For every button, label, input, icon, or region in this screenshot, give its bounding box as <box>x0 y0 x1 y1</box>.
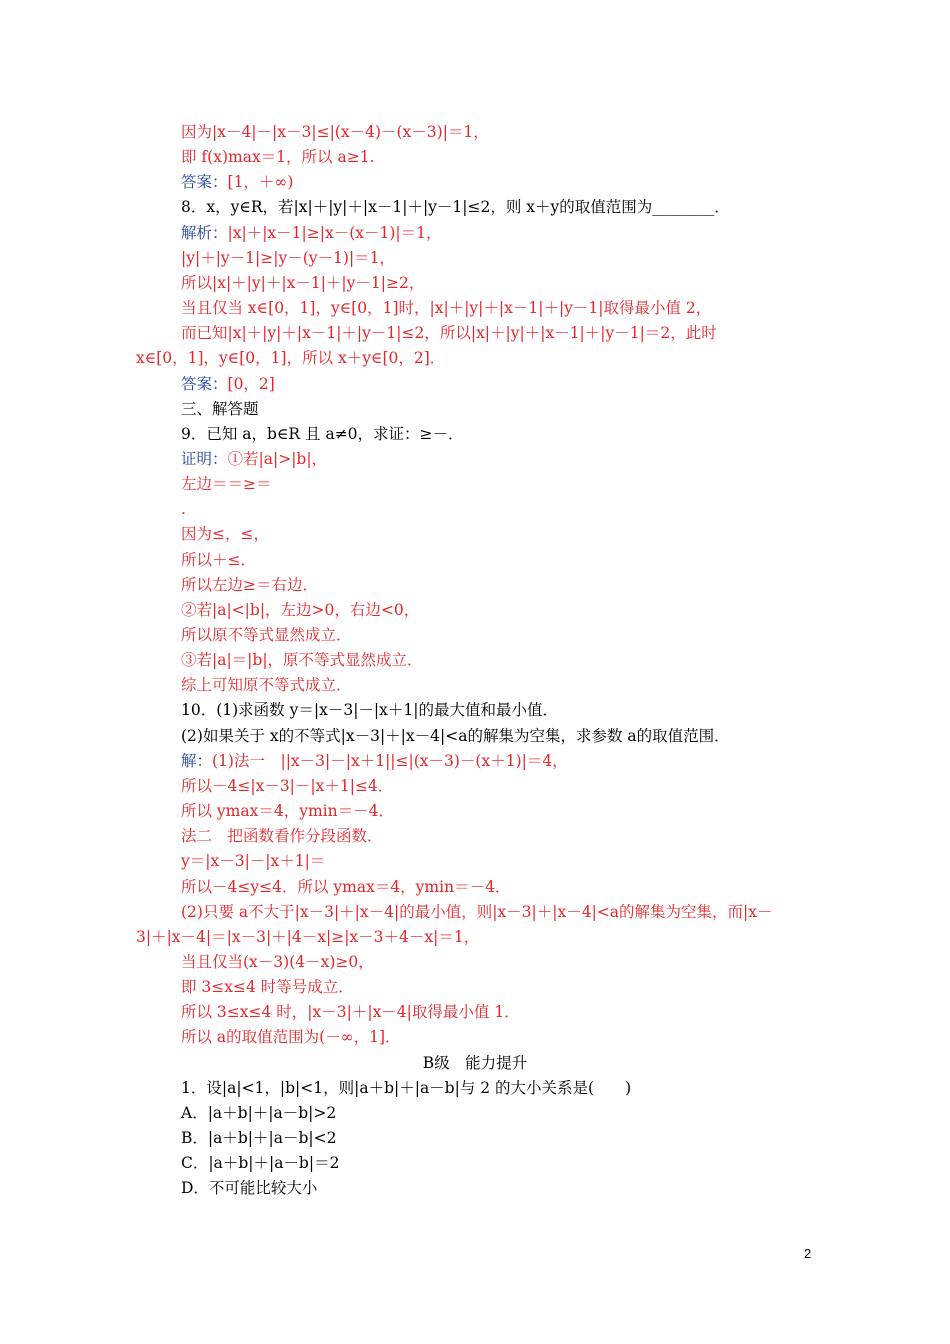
line-text: ③若|a|＝|b|，原不等式显然成立． <box>181 651 423 670</box>
text-line <box>181 397 259 421</box>
line-label: 答案： <box>181 374 228 393</box>
text-line <box>181 1000 520 1024</box>
text-line <box>136 925 479 949</box>
line-text: 所以－4≤|x－3|－|x＋1|≤4． <box>181 776 394 795</box>
line-text: 因为|x－4|－|x－3|≤|(x－4)－(x－3)|＝1， <box>181 123 489 141</box>
text-line <box>181 170 293 194</box>
line-text: 所以|x|＋|y|＋|x－1|＋|y－1|≥2， <box>181 273 425 292</box>
text-line <box>181 221 441 245</box>
line-label: 答案： <box>181 173 228 192</box>
line-text: (2)只要 a不大于|x－3|＋|x－4|的最小值，则|x－3|＋|x－4|<a的解集为空集，而|x－ <box>181 902 773 921</box>
text-line <box>181 548 256 572</box>
line-text: 法二 把函数看作分段函数． <box>181 827 383 846</box>
text-line <box>181 296 711 320</box>
line-text: 10．(1)求函数 y＝|x－3|－|x＋1|的最大值和最小值． <box>181 701 558 720</box>
line-text: y＝|x－3|－|x＋1|＝ <box>181 852 326 871</box>
line-text: (2)如果关于 x的不等式|x－3|＋|x－4|<a的解集为空集，求参数 a的取值范围． <box>181 726 730 745</box>
line-text: 所以 3≤x≤4 时，|x－3|＋|x－4|取得最小值 1． <box>181 1003 520 1022</box>
line-text: 8．x，y∈R，若|x|＋|y|＋|x－1|＋|y－1|≤2，则 x＋y的取值范围为________． <box>181 198 730 217</box>
page-number: 2 <box>804 1246 812 1261</box>
line-text: C．|a＋b|＋|a－b|＝2 <box>181 1154 340 1173</box>
text-line <box>181 447 327 471</box>
text-line <box>0 1051 950 1075</box>
text-line <box>181 321 717 345</box>
line-text: D．不可能比较大小 <box>181 1179 318 1198</box>
text-line <box>181 1025 401 1049</box>
text-line <box>181 849 325 873</box>
text-line <box>181 673 352 697</box>
line-text: 三、解答题 <box>181 399 259 418</box>
line-text: 所以 a的取值范围为(－∞，1]． <box>181 1028 401 1047</box>
text-line <box>136 346 445 370</box>
text-line <box>181 698 558 722</box>
text-line <box>181 774 393 798</box>
text-line <box>181 648 423 672</box>
text-line <box>181 1076 631 1100</box>
text-line <box>181 975 354 999</box>
line-text: 9．已知 a，b∈R 且 a≠0，求证：≥－． <box>181 424 464 443</box>
text-line <box>181 573 318 597</box>
text-line <box>181 422 464 446</box>
line-text: 综上可知原不等式成立． <box>181 676 352 695</box>
line-text: 而已知|x|＋|y|＋|x－1|＋|y－1|≤2，所以|x|＋|y|＋|x－1|＋|y－1|＝2，此时 <box>181 324 717 343</box>
line-text: A．|a＋b|＋|a－b|>2 <box>181 1103 337 1122</box>
text-line <box>181 900 773 924</box>
line-text: 所以－4≤y≤4．所以 ymax＝4，ymin＝－4． <box>181 877 511 896</box>
line-text: x∈[0，1]，y∈[0，1]，所以 x＋y∈[0，2]． <box>136 349 446 368</box>
text-line <box>181 749 568 773</box>
line-text: . <box>181 500 186 519</box>
text-line <box>181 246 395 270</box>
text-line <box>181 1126 336 1150</box>
line-text: 即 f(x)max＝1，所以 a≥1. <box>181 148 375 167</box>
text-line <box>181 1101 336 1125</box>
line-text: |y|＋|y－1|≥|y－(y－1)|＝1， <box>181 248 396 267</box>
line-text: 所以＋≤． <box>181 550 256 569</box>
text-line <box>181 195 730 219</box>
line-text: [1，＋∞) <box>227 173 294 192</box>
text-line <box>181 372 275 396</box>
line-text: ①若|a|>|b|， <box>227 449 328 468</box>
line-text: B级 能力提升 <box>422 1053 528 1072</box>
text-line <box>181 623 352 647</box>
text-line <box>181 120 489 144</box>
line-text: |x|＋|x－1|≥|x－(x－1)|＝1， <box>227 223 442 242</box>
text-line <box>181 799 394 823</box>
text-line <box>181 522 269 546</box>
text-line <box>181 1151 339 1175</box>
line-text: 即 3≤x≤4 时等号成立． <box>181 978 354 997</box>
line-text: B．|a＋b|＋|a－b|<2 <box>181 1129 337 1147</box>
line-text: 3|＋|x－4|＝|x－3|＋|4－x|≥|x－3＋4－x|＝1， <box>136 927 480 946</box>
text-line <box>181 145 375 169</box>
text-line <box>181 472 272 496</box>
line-label: 证明： <box>181 449 228 468</box>
line-label: 解析： <box>181 223 228 242</box>
text-line <box>181 1176 317 1200</box>
line-text: ②若|a|<|b|，左边>0，右边<0， <box>181 600 420 619</box>
text-line <box>181 497 186 521</box>
text-line <box>181 724 730 748</box>
line-text: 当且仅当(x－3)(4－x)≥0， <box>181 952 374 971</box>
text-line <box>181 875 510 899</box>
line-text: 所以原不等式显然成立． <box>181 626 352 644</box>
line-text: 1．设|a|<1，|b|<1，则|a＋b|＋|a－b|与 2 的大小关系是( ) <box>181 1078 632 1097</box>
line-text: 左边＝＝≥＝ <box>181 475 272 494</box>
line-text: 所以 ymax＝4，ymin＝－4． <box>181 802 394 821</box>
line-text: 当且仅当 x∈[0，1]，y∈[0，1]时，|x|＋|y|＋|x－1|＋|y－1|取得最小值 2， <box>181 299 712 318</box>
line-text: [0，2] <box>227 374 275 393</box>
text-line <box>181 824 383 848</box>
text-line <box>181 598 419 622</box>
text-line <box>181 950 374 974</box>
line-text: 所以左边≥＝右边． <box>181 575 318 594</box>
line-text: (1)法一 ||x－3|－|x＋1||≤|(x－3)－(x＋1)|＝4， <box>212 751 568 770</box>
line-label: 解： <box>181 751 213 770</box>
line-text: 因为≤，≤， <box>181 525 269 544</box>
text-line <box>181 271 424 295</box>
